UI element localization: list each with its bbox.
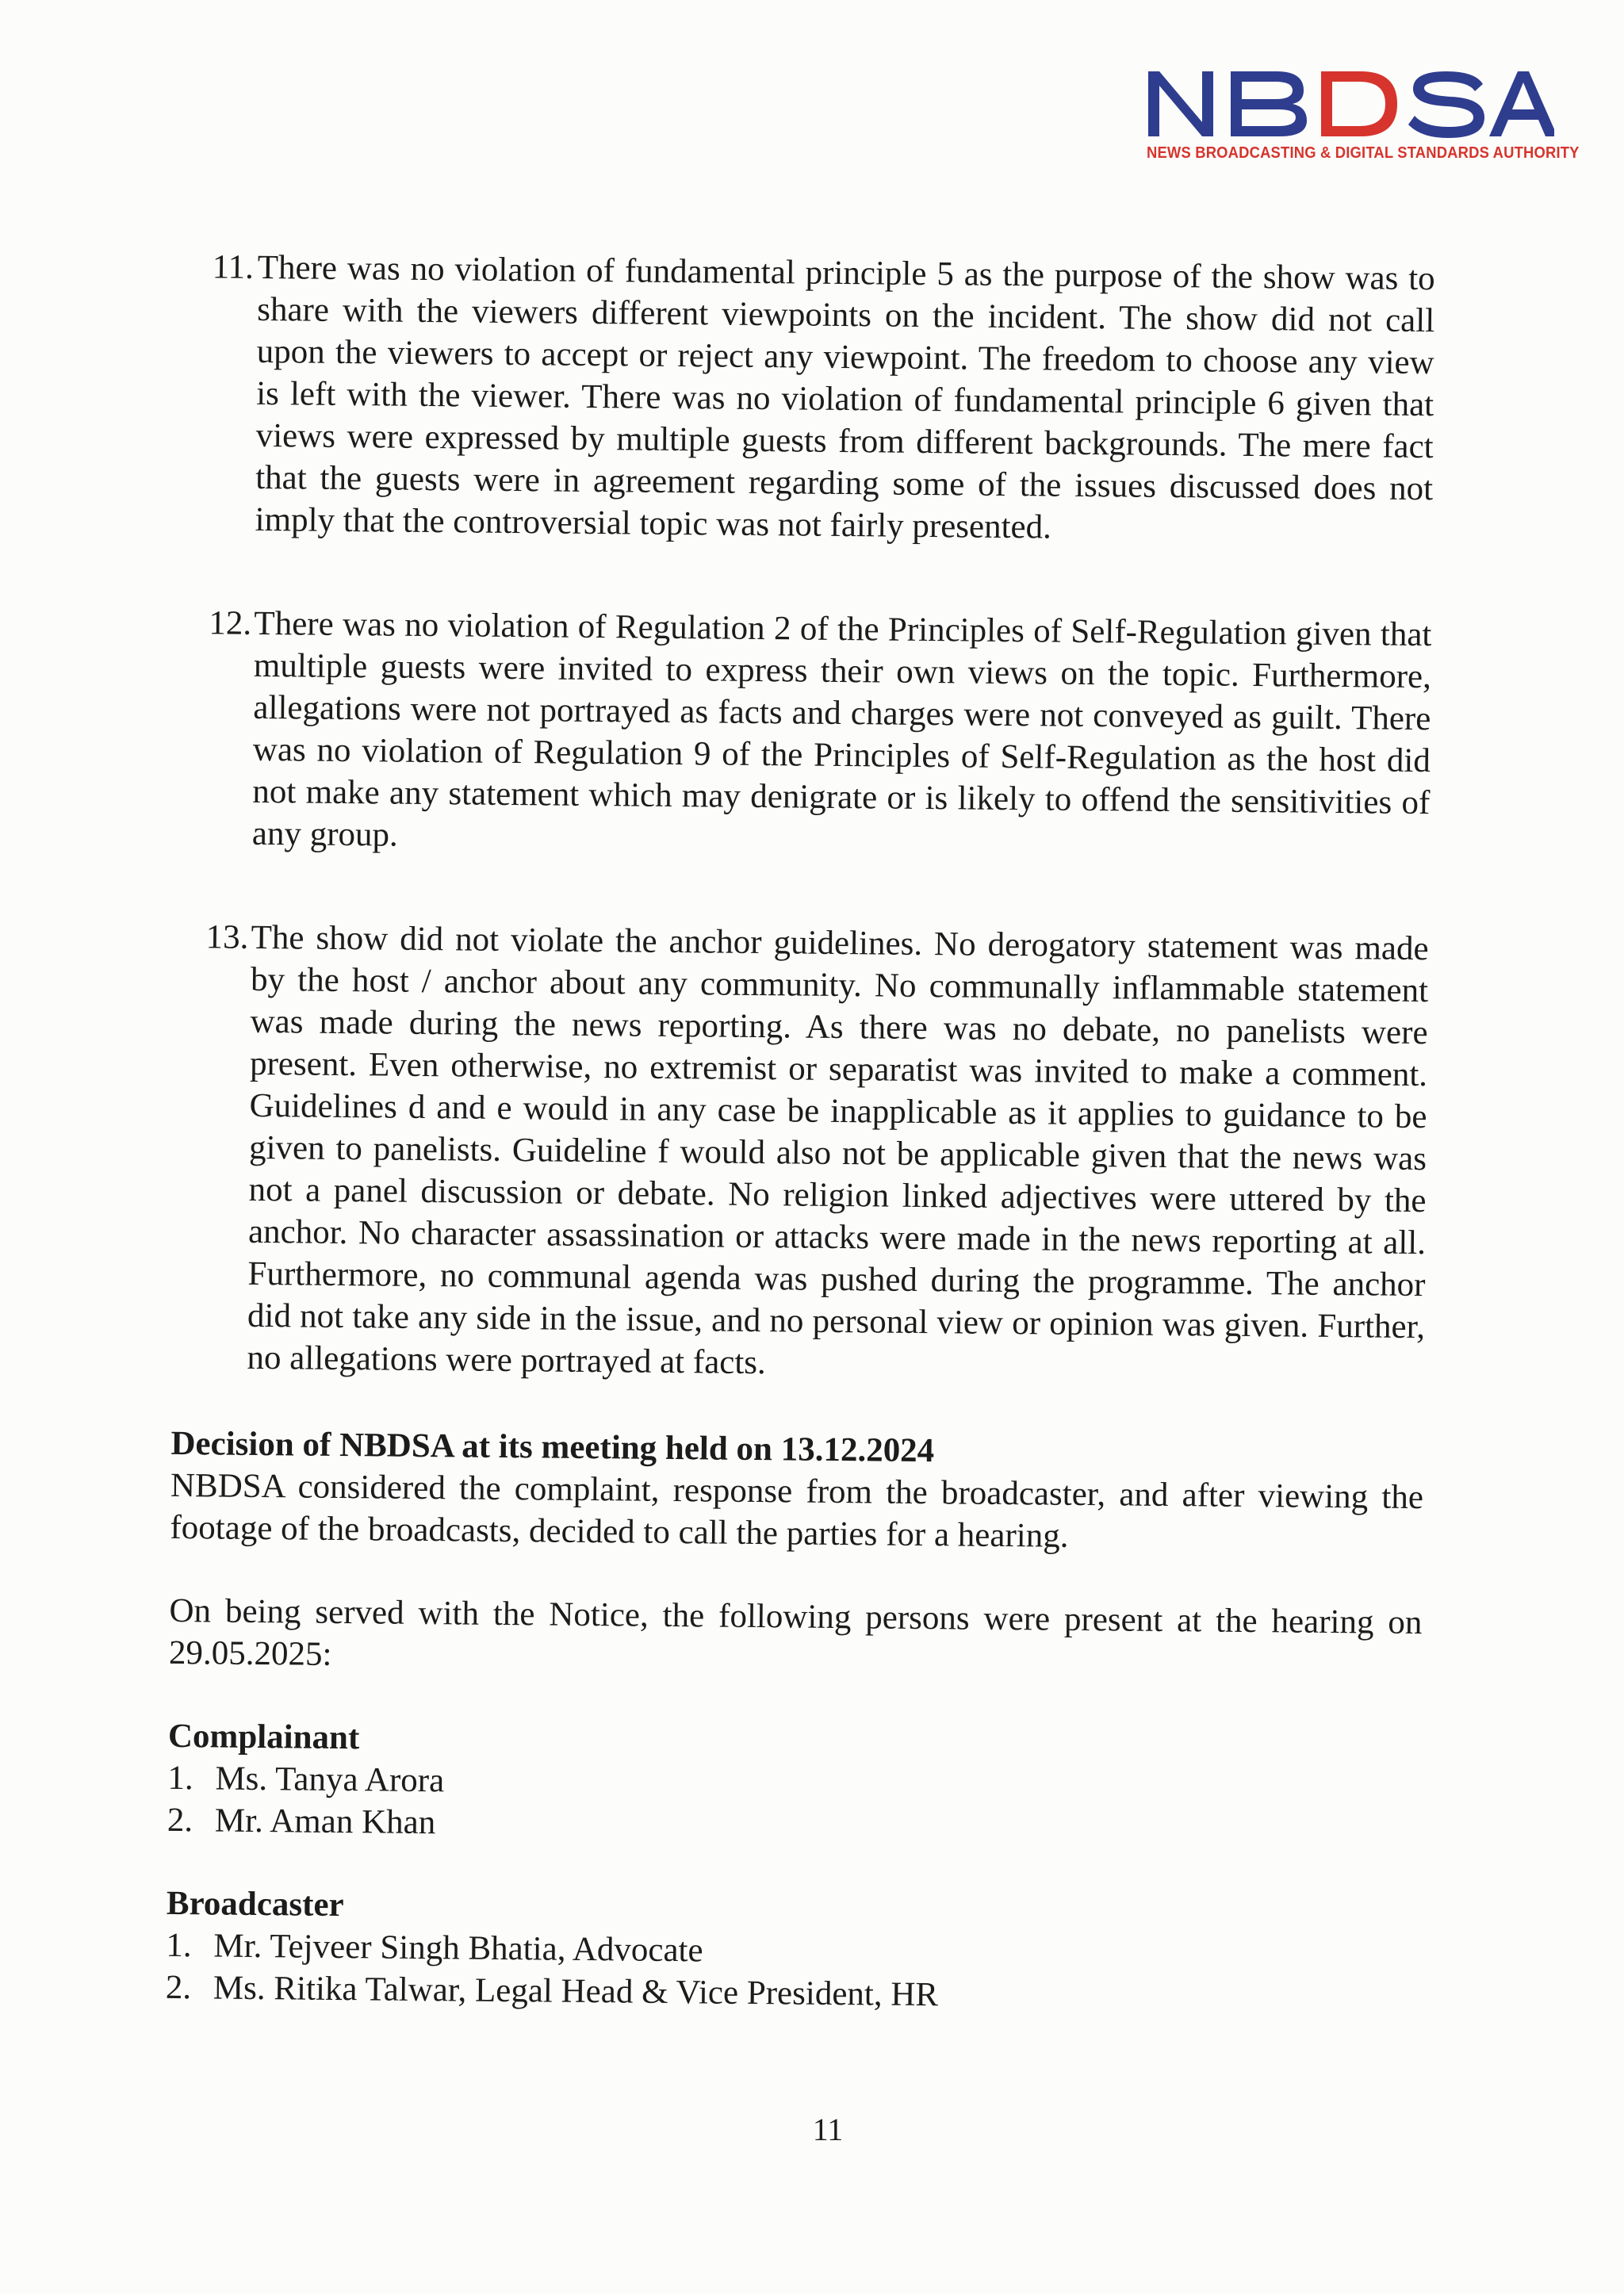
complainant-list xyxy=(167,1757,1421,1853)
list-number: 2. xyxy=(165,1968,192,2007)
paragraph-number: 13. xyxy=(205,918,249,956)
paragraph-number: 11. xyxy=(212,248,255,286)
logo-tagline: NEWS BROADCASTING & DIGITAL STANDARDS AUTHORITY xyxy=(1147,144,1580,162)
list-number: 1. xyxy=(167,1759,193,1798)
paragraph-13 xyxy=(171,916,1429,1390)
document-body xyxy=(166,246,1435,2020)
notice-text: On being served with the Notice, the following persons were present at the hearing on 29.05.2025: xyxy=(168,1591,1423,1673)
person-name: Ms. Tanya Arora xyxy=(215,1760,445,1800)
page-number: 11 xyxy=(812,2112,844,2147)
paragraph-text: There was no violation of Regulation 2 of the Principles of Self-Regulation given that multiple guests were invited to express their own views on the topic. Furthermore, allegations were not portrayed as facts and charges were not conveyed as guilt. There was no violation of Regulation 9 of the Principles of Self-Regulation as the host did not make any statement which may denigrate or is likely to offend the sensitivities of any group. xyxy=(251,604,1432,854)
paragraph-12 xyxy=(177,602,1432,866)
broadcaster-heading: Broadcaster xyxy=(166,1884,344,1924)
list-number: 1. xyxy=(166,1926,192,1965)
nbdsa-logo xyxy=(1142,63,1580,167)
person-name: Mr. Tejveer Singh Bhatia, Advocate xyxy=(213,1927,703,1970)
paragraph-number: 12. xyxy=(209,604,252,642)
person-name: Mr. Aman Khan xyxy=(214,1802,436,1842)
person-name: Ms. Ritika Talwar, Legal Head & Vice President, HR xyxy=(213,1969,939,2014)
paragraph-11 xyxy=(179,246,1434,552)
decision-text: NBDSA considered the complaint, response from the broadcaster, and after viewing the footage of the broadcasts, decided to call the parties for a hearing. xyxy=(170,1466,1424,1555)
complainant-heading: Complainant xyxy=(167,1717,360,1757)
paragraph-text: The show did not violate the anchor guidelines. No derogatory statement was made by the host / anchor about any community. No communally inflammable statement was made during the news reporting. As there was no debate, no panelists were present. Even otherwise, no extremist or separatist was invited to make a comment. Guidelines d and e would in any case be inapplicable as it applies to guidance to be given to panelists. Guideline f would also not be applicable given that the news was not a panel discussion or debate. No religion linked adjectives were uttered by the anchor. No character assassination or attacks were made in the news reporting at all. Furthermore, no communal agenda was pushed during the programme. The anchor did not take any side in the issue, and no personal view or opinion was given. Further, no allegations were portrayed at facts. xyxy=(247,918,1429,1382)
decision-heading: Decision of NBDSA at its meeting held on 13.12.2024 xyxy=(170,1424,935,1470)
broadcaster-list xyxy=(166,1924,1419,2020)
list-number: 2. xyxy=(167,1801,193,1840)
paragraph-text: There was no violation of fundamental principle 5 as the purpose of the show was to share with the viewers different viewpoints on the incident. The show did not call upon the viewers to accept or reject any viewpoint. The freedom to choose any view is left with the viewer. There was no violation of fundamental principle 6 given that views were expressed by multiple guests from different backgrounds. The mere fact that the guests were in agreement regarding some of the issues discussed does not imply that the controversial topic was not fairly presented. xyxy=(255,248,1435,546)
nbdsa-wordmark xyxy=(1142,63,1554,143)
